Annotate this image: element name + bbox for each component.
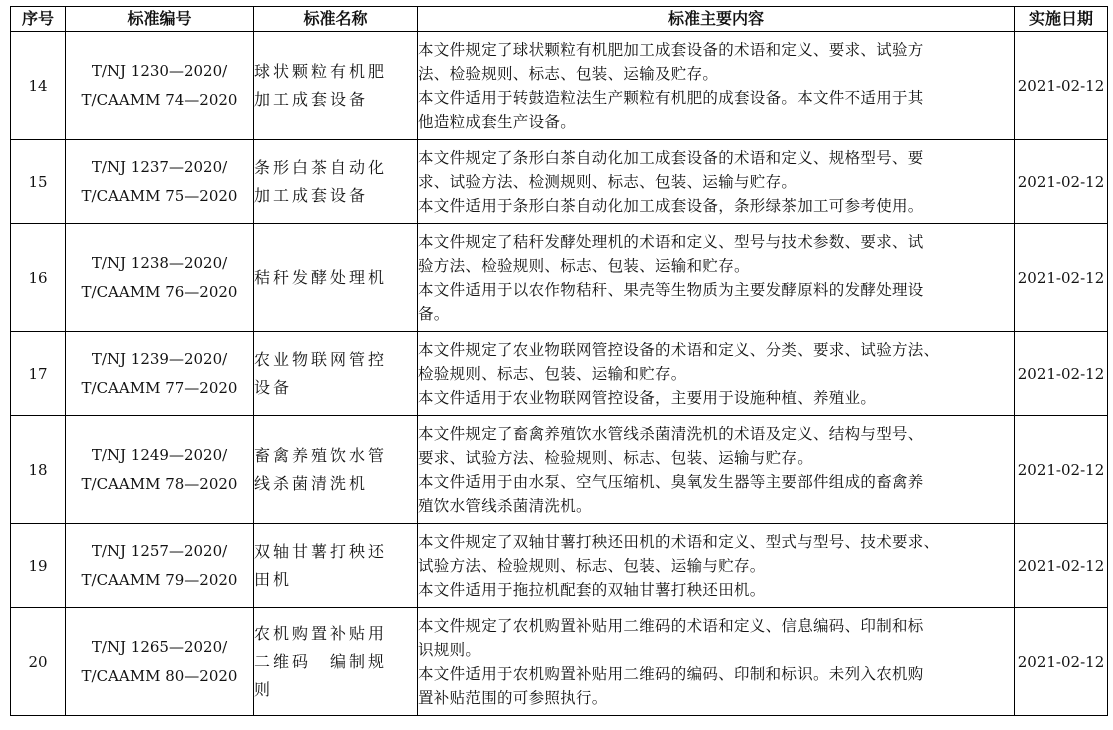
cell-date: 2021-02-12	[1015, 416, 1108, 524]
content-line: 本文件适用于条形白茶自动化加工成套设备，条形绿茶加工可参考使用。	[418, 196, 924, 215]
header-seq: 序号	[11, 7, 66, 32]
content-line: 本文件适用于拖拉机配套的双轴甘薯打秧还田机。	[418, 580, 766, 599]
name-line: 秸秆发酵处理机	[254, 267, 388, 287]
content-line: 殖饮水管线杀菌清洗机。	[418, 496, 592, 515]
code-line: T/NJ 1230—2020/	[91, 61, 228, 80]
content-line: 本文件规定了条形白茶自动化加工成套设备的术语和定义、规格型号、要	[418, 148, 924, 167]
name-line: 农机购置补贴用	[254, 623, 388, 643]
code-line: T/NJ 1265—2020/	[91, 637, 228, 656]
name-line: 球状颗粒有机肥	[254, 61, 388, 81]
table-row	[11, 140, 1108, 224]
cell-name	[254, 524, 418, 608]
cell-code	[66, 332, 254, 416]
cell-content	[418, 332, 1015, 416]
code-line: T/NJ 1257—2020/	[91, 541, 228, 560]
cell-code	[66, 140, 254, 224]
standards-table-body	[11, 32, 1108, 716]
content-line: 本文件适用于由水泵、空气压缩机、臭氧发生器等主要部件组成的畜禽养	[418, 472, 924, 491]
code-line: T/CAAMM 74—2020	[81, 90, 238, 109]
cell-date: 2021-02-12	[1015, 332, 1108, 416]
content-line: 本文件适用于以农作物秸秆、果壳等生物质为主要发酵原料的发酵处理设	[418, 280, 924, 299]
cell-seq: 14	[11, 32, 66, 140]
cell-code	[66, 416, 254, 524]
table-row	[11, 524, 1108, 608]
name-line: 农业物联网管控	[254, 349, 388, 369]
content-line: 试验方法、检验规则、标志、包装、运输与贮存。	[418, 556, 766, 575]
content-line: 本文件适用于农业物联网管控设备，主要用于设施种植、养殖业。	[418, 388, 877, 407]
content-line: 本文件规定了农业物联网管控设备的术语和定义、分类、要求、试验方法、	[418, 340, 940, 359]
standards-table-wrapper	[10, 6, 1108, 716]
content-line: 本文件规定了农机购置补贴用二维码的术语和定义、信息编码、印制和标	[418, 616, 924, 635]
name-line: 二维码 编制规	[254, 651, 388, 671]
header-code: 标准编号	[66, 7, 254, 32]
code-line: T/CAAMM 78—2020	[81, 474, 238, 493]
content-line: 本文件适用于转鼓造粒法生产颗粒有机肥的成套设备。本文件不适用于其	[418, 88, 924, 107]
header-row	[11, 7, 1108, 32]
name-line: 畜禽养殖饮水管	[254, 445, 388, 465]
cell-content	[418, 416, 1015, 524]
cell-seq: 19	[11, 524, 66, 608]
cell-content	[418, 524, 1015, 608]
content-line: 法、检验规则、标志、包装、运输及贮存。	[418, 64, 719, 83]
content-line: 验方法、检验规则、标志、包装、运输和贮存。	[418, 256, 750, 275]
cell-code	[66, 224, 254, 332]
content-line: 本文件规定了畜禽养殖饮水管线杀菌清洗机的术语及定义、结构与型号、	[418, 424, 924, 443]
header-name: 标准名称	[254, 7, 418, 32]
cell-date: 2021-02-12	[1015, 524, 1108, 608]
cell-name	[254, 224, 418, 332]
code-line: T/CAAMM 79—2020	[81, 570, 238, 589]
code-line: T/CAAMM 80—2020	[81, 666, 238, 685]
code-line: T/CAAMM 76—2020	[81, 282, 238, 301]
code-line: T/NJ 1237—2020/	[91, 157, 228, 176]
name-line: 加工成套设备	[254, 185, 369, 205]
name-line: 加工成套设备	[254, 89, 369, 109]
content-line: 本文件适用于农机购置补贴用二维码的编码、印制和标识。未列入农机购	[418, 664, 924, 683]
cell-date: 2021-02-12	[1015, 140, 1108, 224]
cell-seq: 17	[11, 332, 66, 416]
name-line: 则	[254, 679, 274, 699]
cell-date: 2021-02-12	[1015, 32, 1108, 140]
code-line: T/CAAMM 75—2020	[81, 186, 238, 205]
cell-seq: 18	[11, 416, 66, 524]
cell-seq: 16	[11, 224, 66, 332]
content-line: 置补贴范围的可参照执行。	[418, 688, 608, 707]
cell-code	[66, 524, 254, 608]
code-line: T/NJ 1249—2020/	[91, 445, 228, 464]
cell-name	[254, 32, 418, 140]
content-line: 要求、试验方法、检验规则、标志、包装、运输与贮存。	[418, 448, 814, 467]
standards-table	[10, 6, 1108, 716]
name-line: 双轴甘薯打秧还	[254, 541, 388, 561]
name-line: 条形白茶自动化	[254, 157, 388, 177]
content-line: 检验规则、标志、包装、运输和贮存。	[418, 364, 687, 383]
content-line: 本文件规定了球状颗粒有机肥加工成套设备的术语和定义、要求、试验方	[418, 40, 924, 59]
code-line: T/NJ 1239—2020/	[91, 349, 228, 368]
cell-code	[66, 32, 254, 140]
cell-content	[418, 32, 1015, 140]
cell-code	[66, 608, 254, 716]
cell-seq: 20	[11, 608, 66, 716]
table-row	[11, 608, 1108, 716]
table-row	[11, 224, 1108, 332]
table-row	[11, 32, 1108, 140]
table-row	[11, 416, 1108, 524]
content-line: 求、试验方法、检测规则、标志、包装、运输与贮存。	[418, 172, 798, 191]
name-line: 设备	[254, 377, 293, 397]
cell-name	[254, 608, 418, 716]
cell-seq: 15	[11, 140, 66, 224]
content-line: 本文件规定了双轴甘薯打秧还田机的术语和定义、型式与型号、技术要求、	[418, 532, 940, 551]
content-line: 识规则。	[418, 640, 482, 659]
cell-content	[418, 140, 1015, 224]
cell-date: 2021-02-12	[1015, 608, 1108, 716]
cell-date: 2021-02-12	[1015, 224, 1108, 332]
cell-content	[418, 608, 1015, 716]
cell-name	[254, 140, 418, 224]
name-line: 线杀菌清洗机	[254, 473, 369, 493]
content-line: 备。	[418, 304, 450, 323]
code-line: T/CAAMM 77—2020	[81, 378, 238, 397]
cell-name	[254, 416, 418, 524]
cell-name	[254, 332, 418, 416]
name-line: 田机	[254, 569, 293, 589]
table-row	[11, 332, 1108, 416]
content-line: 他造粒成套生产设备。	[418, 112, 577, 131]
content-line: 本文件规定了秸秆发酵处理机的术语和定义、型号与技术参数、要求、试	[418, 232, 924, 251]
header-content: 标准主要内容	[418, 7, 1015, 32]
cell-content	[418, 224, 1015, 332]
code-line: T/NJ 1238—2020/	[91, 253, 228, 272]
header-date: 实施日期	[1015, 7, 1108, 32]
